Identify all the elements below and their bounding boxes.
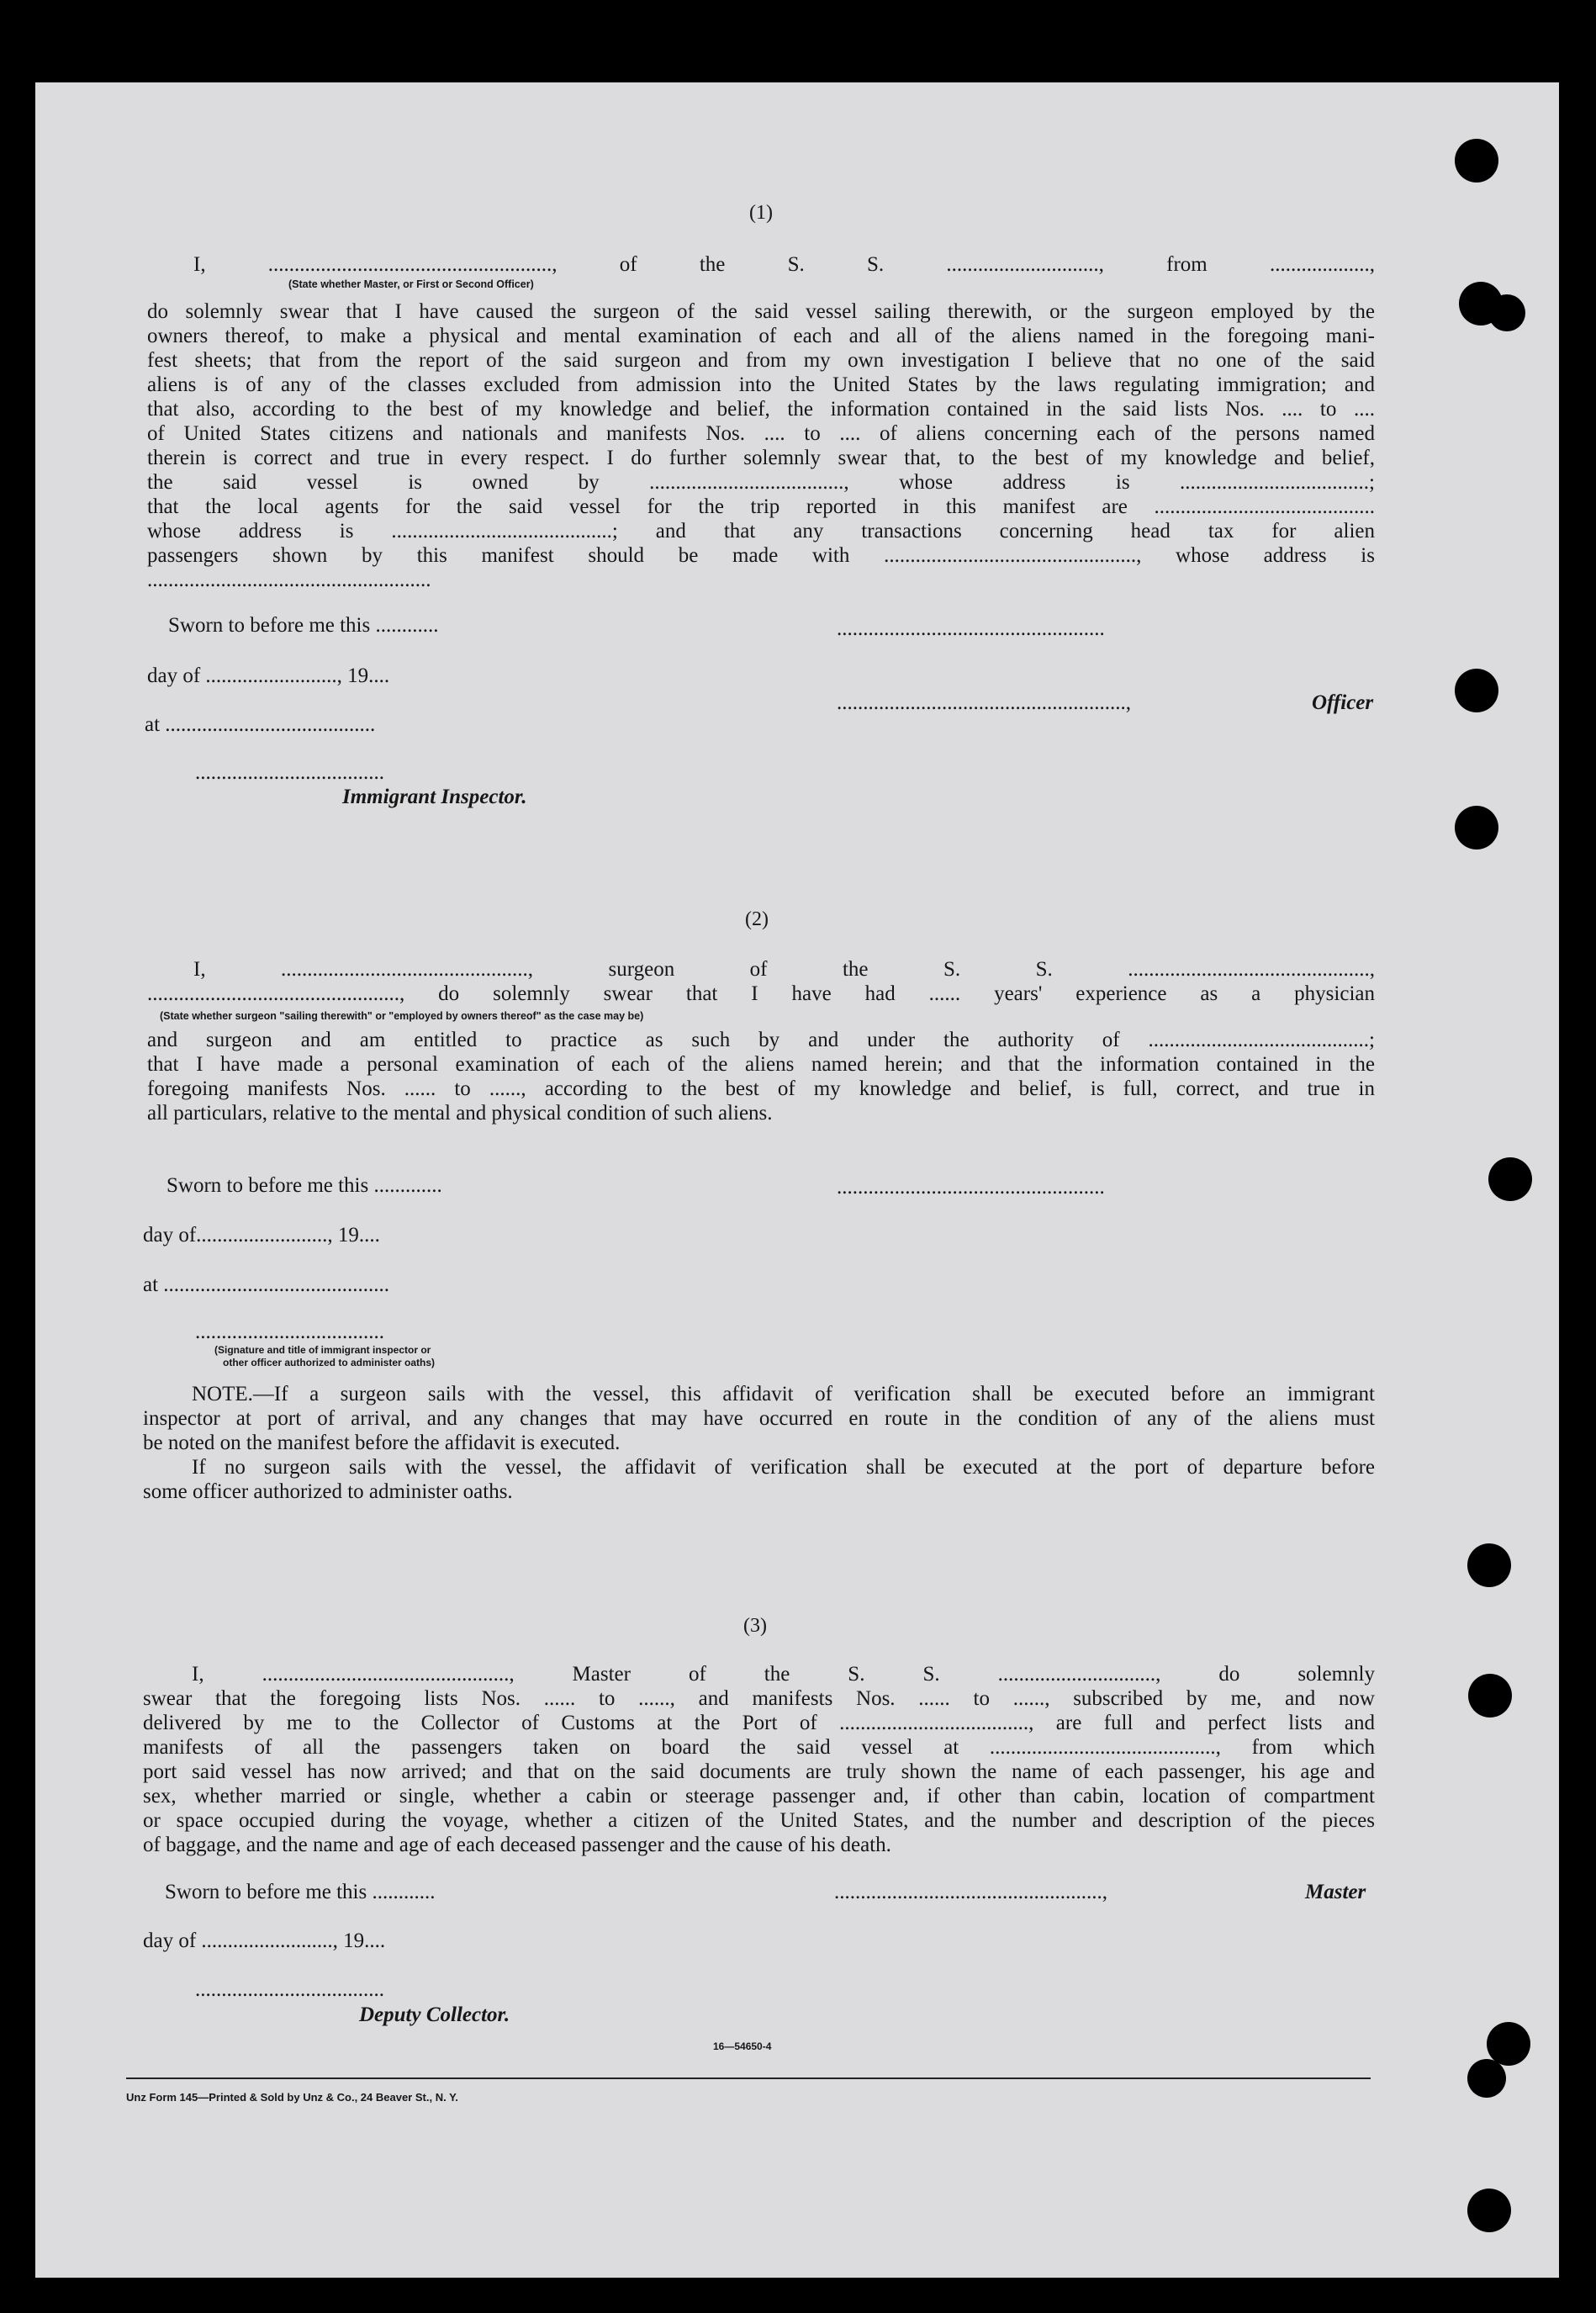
punch-hole (1467, 1543, 1511, 1587)
officer-note: (State whether Master, or First or Second Officer) (288, 278, 534, 290)
note-line: NOTE.—If a surgeon sails with the vessel, this affidavit of verification shall be executed before an immigrant (192, 1383, 1375, 1405)
punch-hole (1487, 2022, 1530, 2066)
section-2 (147, 957, 1375, 1134)
at-line-1: at ........................................ (145, 713, 376, 736)
note-line: be noted on the manifest before the affidavit is executed. (143, 1432, 621, 1454)
deputy-signature-line: .................................... (195, 1978, 384, 2001)
master-signature-line: ..................................................., (834, 1881, 1107, 1903)
footer-rule (126, 2077, 1371, 2079)
deputy-collector-label: Deputy Collector. (359, 2003, 510, 2026)
section-3-heading: (3) (743, 1615, 767, 1637)
section-1-heading: (1) (749, 202, 773, 224)
sworn-line-2: Sworn to before me this ............. (166, 1174, 442, 1197)
punch-hole (1488, 1157, 1532, 1201)
section-1 (147, 252, 1375, 606)
master-oath-paragraph: do solemnly swear that I have caused the surgeon of the said vessel sailing therewith, or the surgeon employed by the owners thereof, to make a physical and mental examination of each and all of the aliens named in the foregoing mani- fest sheets; that from the report of the said surgeon and from my own investigation I believe that no one of the said aliens is of any of the classes excluded from admission into the United States by the laws regulating immigration; and that also, according to the best of my knowledge and belief, the information contained in the said lists Nos. .... to .... of United States citizens and nationals and manifests Nos. .... to .... of aliens concerning each of the persons named therein is correct and true in every respect. I do further solemnly swear that, to the best of my knowledge and belief, the said vessel is owned by ....................................., whose address is ....................................; that the local agents for the said vessel for the trip reported in this manifest are .......................................... whose address is ..........................................; and that any transactions concerning head tax for alien passengers shown by this manifest should be made with ................................................, whose address is ...................................................... (147, 300, 1375, 591)
surgeon-oath-line-1: I, ..............................................., surgeon of the S. S. .............................................., (193, 958, 1375, 981)
section-2-heading: (2) (745, 908, 769, 930)
punch-hole (1467, 2059, 1506, 2098)
signature-note-1: (Signature and title of immigrant inspector or (214, 1344, 431, 1356)
form-number: 16—54650-4 (713, 2040, 772, 2052)
inspector-signature-line-2: .................................... (195, 1321, 384, 1343)
day-line-1: day of ........................., 19.... (147, 664, 390, 687)
surgeon-signature-line: ................................................... (837, 1176, 1105, 1199)
immigrant-inspector-label: Immigrant Inspector. (342, 786, 527, 808)
punch-hole (1488, 294, 1525, 331)
note-line: inspector at port of arrival, and any changes that may have occurred en route in the condition of any of the aliens must (143, 1407, 1375, 1430)
punch-hole (1468, 1674, 1512, 1718)
officer-label: Officer (1312, 691, 1374, 714)
printer-credit: Unz Form 145—Printed & Sold by Unz & Co., 24 Beaver St., N. Y. (126, 2091, 458, 2104)
punch-hole (1455, 139, 1498, 183)
inspector-signature-line: .................................... (195, 761, 384, 784)
day-line-2: day of........................., 19.... (143, 1224, 380, 1246)
signature-note-2: other officer authorized to administer oaths) (223, 1357, 436, 1368)
surgeon-oath-line-2: ................................................, do solemnly swear that I have had ...... years' experience as a physician (147, 982, 1375, 1005)
at-line-2: at ........................................... (143, 1273, 390, 1296)
punch-hole (1467, 2189, 1511, 2232)
sworn-line-1: Sworn to before me this ............ (168, 614, 439, 637)
master-manifest-oath: I, ..............................................., Master of the S. S. .............................., do solemnly swear that the foregoing lists Nos. ...... to ......, and manifests Nos. ...... to ......, subscribed by me, and now delivered by me to the Collector of Customs at the Port of ...................................., are full and perfect lists and manifests of all the passengers taken on board the said vessel at ..........................................., from which port said vessel has now arrived; and that on the said documents are truly shown the name of each passenger, his age and sex, whether married or single, whether a cabin or steerage passenger and, if other than cabin, location of compartment or space occupied during the voyage, whether a citizen of the United States, and the number and description of the pieces of baggage, and the name and age of each deceased passenger and the cause of his death. (143, 1663, 1375, 1856)
punch-hole (1455, 669, 1498, 712)
officer-signature-line-1: ................................................... (837, 617, 1105, 640)
master-label: Master (1305, 1881, 1366, 1903)
surgeon-oath-paragraph: and surgeon and am entitled to practice as such by and under the authority of ..........................................; that I have made a personal examination of each of the aliens named herein; and that the information contained in the foregoing manifests Nos. ...... to ......, according to the best of my knowledge and belief, is full, correct, and true in all particulars, relative to the mental and physical condition of such aliens. (147, 1029, 1375, 1125)
day-line-3: day of ........................., 19.... (143, 1929, 386, 1952)
sworn-line-3: Sworn to before me this ............ (165, 1881, 436, 1903)
master-oath-line: I, ......................................................, of the S. S. ............................., from ..................., (193, 253, 1375, 276)
officer-signature-line-2: ......................................................., (837, 691, 1131, 714)
punch-hole (1455, 806, 1498, 850)
note-line: If no surgeon sails with the vessel, the affidavit of verification shall be executed at the port of departure before (192, 1456, 1375, 1479)
note-line: some officer authorized to administer oaths. (143, 1480, 513, 1503)
surgeon-note: (State whether surgeon "sailing therewith" or "employed by owners thereof" as the case may be) (160, 1010, 644, 1022)
